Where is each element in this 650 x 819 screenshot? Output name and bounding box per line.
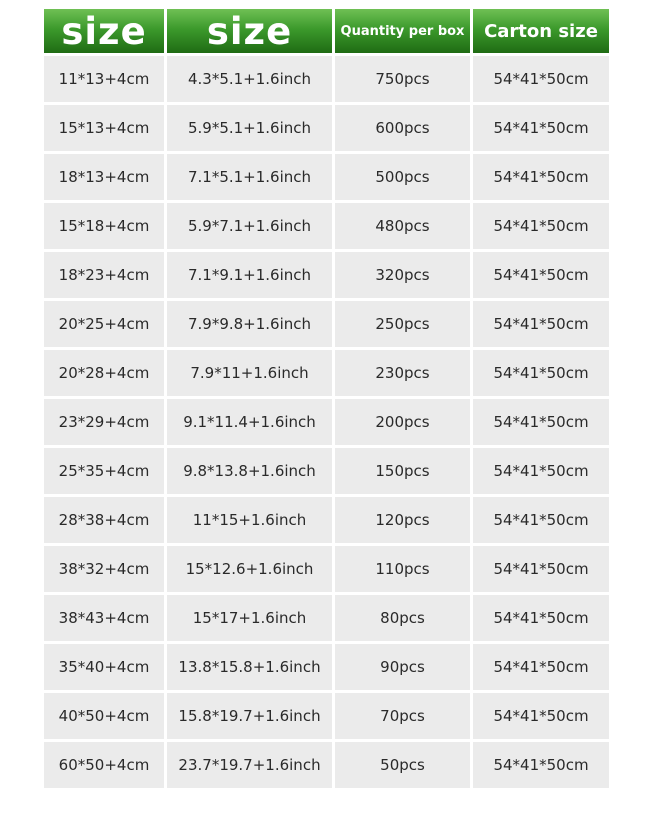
cell-size-inch: 7.1*9.1+1.6inch [167,252,332,298]
cell-size-cm: 38*43+4cm [44,595,164,641]
cell-size-inch: 9.1*11.4+1.6inch [167,399,332,445]
cell-size-inch: 11*15+1.6inch [167,497,332,543]
cell-size-cm: 15*18+4cm [44,203,164,249]
cell-size-cm: 20*25+4cm [44,301,164,347]
cell-quantity: 750pcs [335,56,470,102]
cell-size-cm: 18*23+4cm [44,252,164,298]
cell-carton-size: 54*41*50cm [473,399,609,445]
cell-quantity: 90pcs [335,644,470,690]
cell-quantity: 50pcs [335,742,470,788]
cell-size-inch: 4.3*5.1+1.6inch [167,56,332,102]
cell-size-cm: 20*28+4cm [44,350,164,396]
header-quantity-per-box: Quantity per box [335,9,470,53]
size-table [44,9,609,788]
cell-size-cm: 28*38+4cm [44,497,164,543]
cell-carton-size: 54*41*50cm [473,497,609,543]
cell-quantity: 250pcs [335,301,470,347]
cell-quantity: 150pcs [335,448,470,494]
cell-quantity: 480pcs [335,203,470,249]
cell-size-cm: 38*32+4cm [44,546,164,592]
cell-size-inch: 23.7*19.7+1.6inch [167,742,332,788]
header-carton-size: Carton size [473,9,609,53]
cell-size-inch: 5.9*7.1+1.6inch [167,203,332,249]
cell-carton-size: 54*41*50cm [473,154,609,200]
cell-carton-size: 54*41*50cm [473,693,609,739]
cell-quantity: 320pcs [335,252,470,298]
cell-size-cm: 18*13+4cm [44,154,164,200]
cell-carton-size: 54*41*50cm [473,546,609,592]
cell-size-inch: 15*17+1.6inch [167,595,332,641]
cell-size-inch: 7.9*9.8+1.6inch [167,301,332,347]
cell-carton-size: 54*41*50cm [473,203,609,249]
cell-quantity: 230pcs [335,350,470,396]
cell-size-inch: 9.8*13.8+1.6inch [167,448,332,494]
cell-carton-size: 54*41*50cm [473,252,609,298]
cell-quantity: 500pcs [335,154,470,200]
cell-size-cm: 11*13+4cm [44,56,164,102]
cell-size-cm: 23*29+4cm [44,399,164,445]
cell-size-inch: 5.9*5.1+1.6inch [167,105,332,151]
cell-size-inch: 13.8*15.8+1.6inch [167,644,332,690]
header-size-inch: size [167,9,332,53]
cell-quantity: 110pcs [335,546,470,592]
header-size-cm: size [44,9,164,53]
cell-quantity: 600pcs [335,105,470,151]
cell-carton-size: 54*41*50cm [473,644,609,690]
cell-carton-size: 54*41*50cm [473,301,609,347]
cell-quantity: 70pcs [335,693,470,739]
cell-quantity: 120pcs [335,497,470,543]
cell-carton-size: 54*41*50cm [473,448,609,494]
cell-size-inch: 7.9*11+1.6inch [167,350,332,396]
cell-size-cm: 60*50+4cm [44,742,164,788]
cell-size-inch: 7.1*5.1+1.6inch [167,154,332,200]
cell-carton-size: 54*41*50cm [473,742,609,788]
cell-size-inch: 15.8*19.7+1.6inch [167,693,332,739]
cell-quantity: 200pcs [335,399,470,445]
cell-carton-size: 54*41*50cm [473,105,609,151]
cell-carton-size: 54*41*50cm [473,350,609,396]
cell-carton-size: 54*41*50cm [473,595,609,641]
cell-carton-size: 54*41*50cm [473,56,609,102]
cell-size-inch: 15*12.6+1.6inch [167,546,332,592]
cell-size-cm: 35*40+4cm [44,644,164,690]
cell-size-cm: 15*13+4cm [44,105,164,151]
cell-size-cm: 40*50+4cm [44,693,164,739]
cell-quantity: 80pcs [335,595,470,641]
cell-size-cm: 25*35+4cm [44,448,164,494]
